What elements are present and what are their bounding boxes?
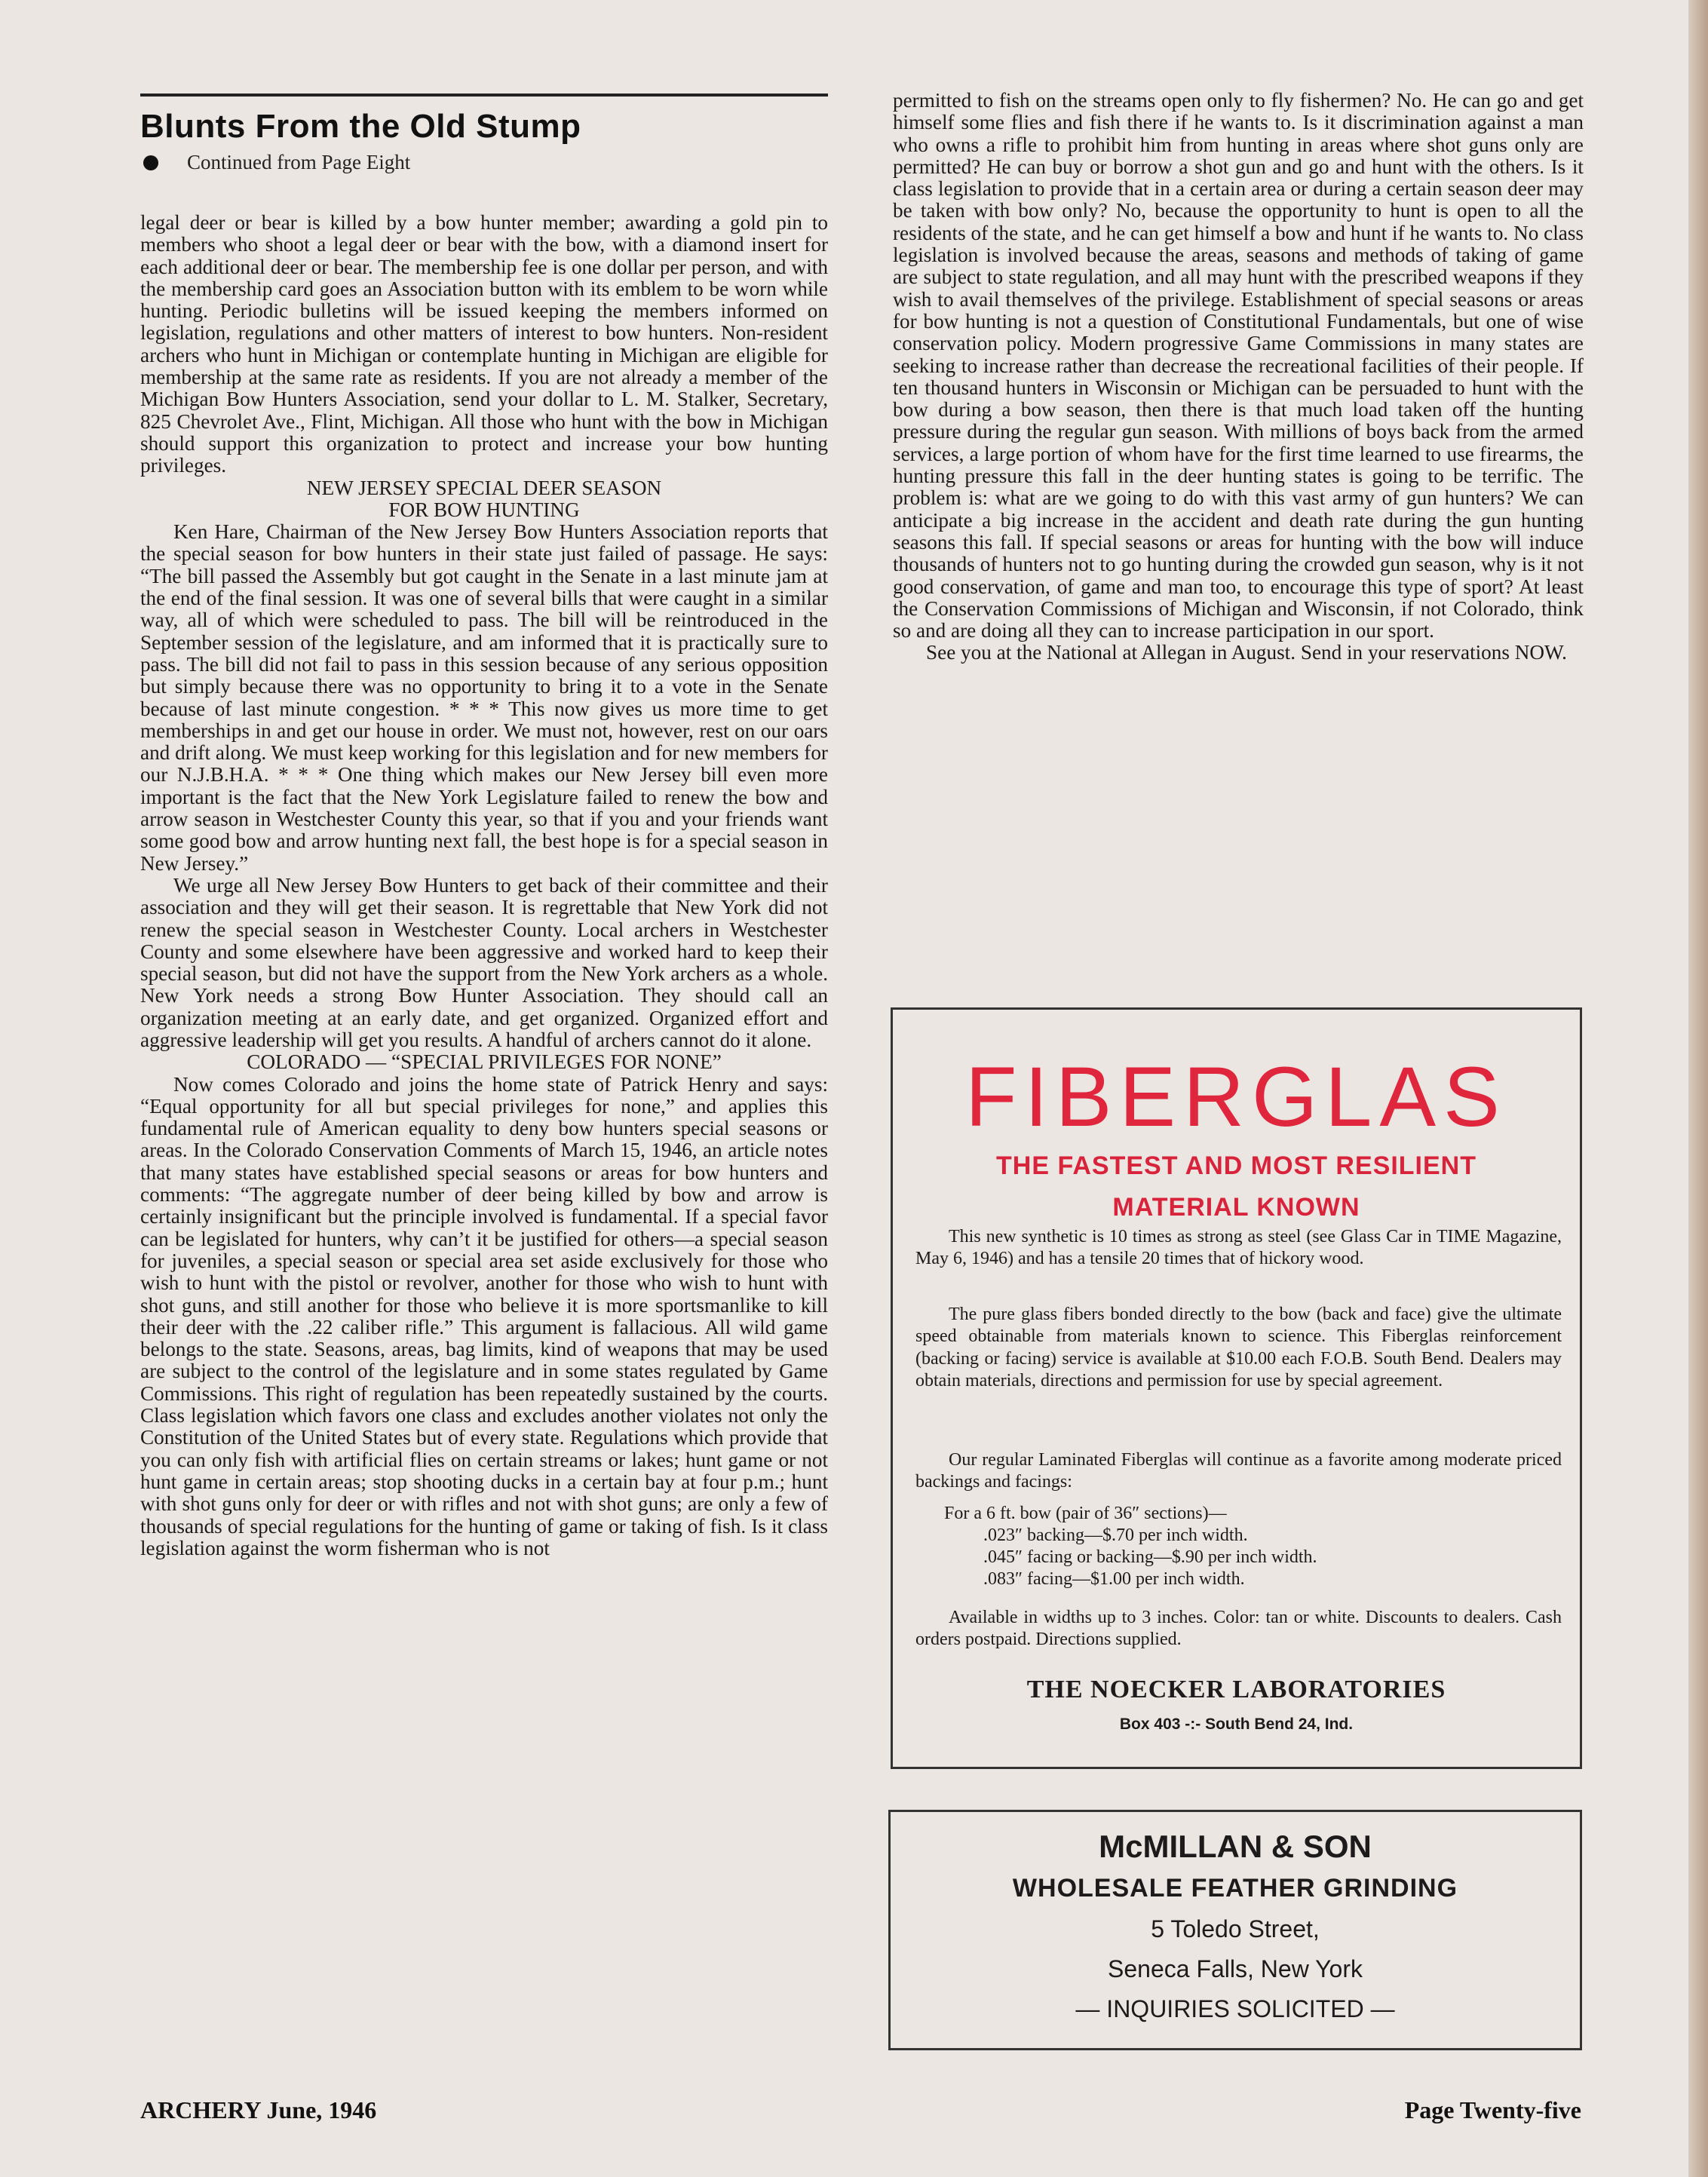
section-heading: NEW JERSEY SPECIAL DEER SEASON (306, 476, 662, 499)
page-edge (1688, 0, 1708, 2177)
ad-paragraph: This new synthetic is 10 times as strong as steel (see Glass Car in TIME Magazine, May 6, 1946) and has a tensile 20 times that of hickory wood. (915, 1227, 1562, 1269)
inquiries-note: — INQUIRIES SOLICITED — (1075, 1995, 1395, 2022)
right-column (893, 90, 1584, 664)
header-rule (140, 94, 828, 97)
section-heading: FOR BOW HUNTING (388, 498, 580, 521)
left-column (140, 212, 828, 1559)
paragraph: We urge all New Jersey Bow Hunters to get back of their committee and their association and they will get their season. It is regrettable that New York did not renew the special season in Westchester County. Local archers in Westchester County and some elsewhere have been aggressive and worked hard to keep their special season, but did not have the support from the New York archers as a whole. New York needs a strong Bow Hunter Association. They should call an organization meeting at an early date, and get organized. Organized effort and aggressive leadership will get you results. A handful of archers cannot do it alone. (140, 873, 828, 1051)
paragraph: permitted to fish on the streams open only to fly fishermen? No. He can go and get himself some flies and fish there if he wants to. Is it discrimination against a man who owns a rifle to prohibit him from hunting in areas where shot guns only are permitted? He can buy or borrow a shot gun and go and hunt with the others. Is it class legislation to provide that in a certain area or during a certain season deer may be taken with bow only? No, because the opportunity to hunt is open to all the residents of the state, and he can get himself a bow and hunt if he wants to. No class legislation is involved because the areas, seasons and methods of taking of game are subject to state regulation, and all may hunt with the prescribed weapons if they wish to avail themselves of the privilege. Establishment of special seasons or areas for bow hunting is not a question of Constitutional Fundamentals, but one of wise conservation policy. Modern progressive Game Commissions in many states are seeking to increase rather than decrease the recreational facilities of their people. If ten thousand hunters in Wisconsin or Michigan can be persuaded to hunt with the bow during a bow season, then there is that much load taken off the hunting pressure during the regular gun season. With millions of boys back from the armed services, a large portion of whom have for the first time learned to use firearms, the hunting pressure this fall in the deer hunting states is going to be terrific. The problem is: what are we going to do with this vast army of gun hunters? We can anticipate a big increase in the accident and death rate during the gun hunting seasons this fall. If special seasons or areas for hunting with the bow will induce thousands of hunters not to go hunting during the crowded gun season, why is it not good conservation, of game and man too, to encourage this type of sport? At least the Conservation Commissions of Michigan and Wisconsin, if not Colorado, think so and are doing all they can to increase participation in our sport. (893, 89, 1584, 642)
ad-title: FIBERGLAS (965, 1050, 1507, 1144)
company-name: McMILLAN & SON (1099, 1829, 1372, 1864)
fiberglas-advertisement (891, 1007, 1582, 1769)
ad-paragraph: The pure glass fibers bonded directly to the bow (back and face) give the ultimate speed obtainable from materials known to science. This Fiberglas reinforcement (backing or facing) service is available at $10.00 each F.O.B. South Bend. Dealers may obtain materials, directions and permission for use by special agreement. (915, 1305, 1562, 1391)
footer-page-number: Page Twenty-five (1404, 2096, 1581, 2123)
mcmillan-advertisement (888, 1810, 1582, 2050)
price-item: .045″ facing or backing—$.90 per inch width. (983, 1547, 1317, 1567)
ad-paragraph: Our regular Laminated Fiberglas will continue as a favorite among moderate priced backings and facings: (915, 1450, 1562, 1492)
footer-publication: ARCHERY June, 1946 (140, 2096, 377, 2123)
company-tagline: WHOLESALE FEATHER GRINDING (1012, 1874, 1458, 1903)
paragraph: See you at the National at Allegan in August. Send in your reservations NOW. (926, 641, 1567, 664)
paragraph: Ken Hare, Chairman of the New Jersey Bow Hunters Association reports that the special season for bow hunters in their state just failed of passage. He says: “The bill passed the Assembly but got caught in the Senate in a last minute jam at the end of the final session. It was one of several bills that were caught in a similar way, all of which were scheduled to pass. The bill will be reintroduced in the September session of the legislature, and am informed that it is practically sure to pass. The bill did not fail to pass in this session because of any serious opposition but simply because there was no opportunity to bring it to a vote in the Senate because of last minute congestion. * * * This now gives us more time to get memberships in and get our house in order. We must not, however, rest on our oars and drift along. We must keep working for this legislation and for new members for our N.J.B.H.A. * * * One thing which makes our New Jersey bill even more important is the fact that the New York Legislature failed to renew the bow and arrow season in Westchester County this year, so that if you and your friends want some good bow and arrow hunting next fall, the best hope is for a special season in New Jersey.” (140, 520, 828, 875)
article-title: Blunts From the Old Stump (140, 108, 581, 145)
ad-subtitle: MATERIAL KNOWN (1112, 1193, 1360, 1222)
price-item: .083″ facing—$1.00 per inch width. (983, 1569, 1245, 1589)
company-address: Box 403 -:- South Bend 24, Ind. (1119, 1716, 1354, 1733)
paragraph: legal deer or bear is killed by a bow hunter member; awarding a gold pin to members who shoot a legal deer or bear with the bow, with a diamond insert for each additional deer or bear. The membership fee is one dollar per person, and with the membership card goes an Association button with its emblem to be worn while hunting. Periodic bulletins will be issued keeping the members informed on legislation, regulations and other matters of interest to bow hunters. Non-resident archers who hunt in Michigan or contemplate hunting in Michigan are eligible for membership at the same rate as residents. If you are not already a member of the Michigan Bow Hunters Association, send your dollar to L. M. Stalker, Secretary, 825 Chevrolet Ave., Flint, Michigan. All those who hunt with the bow in Michigan should support this organization to protect and increase your bow hunting privileges. (140, 211, 828, 477)
ad-body (915, 1607, 1562, 1651)
ad-subtitle: THE FASTEST AND MOST RESILIENT (996, 1151, 1476, 1180)
continued-text: Continued from Page Eight (187, 151, 411, 173)
ad-body (915, 1304, 1562, 1393)
section-heading: COLORADO — “SPECIAL PRIVILEGES FOR NONE” (247, 1050, 722, 1074)
city-address: Seneca Falls, New York (1108, 1955, 1363, 1982)
price-intro: For a 6 ft. bow (pair of 36″ sections)— (944, 1504, 1227, 1523)
ad-body (915, 1226, 1562, 1271)
paragraph: Now comes Colorado and joins the home state of Patrick Henry and says: “Equal opportunity for all but special privileges for none,” and applies this fundamental rule of American equality to deny bow hunters special seasons or areas. In the Colorado Conservation Comments of March 15, 1946, an article notes that many states have established special seasons or areas for bow hunters and comments: “The aggregate number of deer being killed by bow and arrow is certainly insignificant but the principle involved is fundamental. If a special favor can be legislated for hunters, why can’t it be justified for others—a special season for juveniles, a special season or special area set aside exclusively for those who wish to hunt with the pistol or revolver, another for those who wish to hunt with shot guns, and still another for those who believe it is more sportsmanlike to kill their deer with the .22 caliber rifle.” This argument is fallacious. All wild game belongs to the state. Seasons, areas, bag limits, kind of weapons that may be used are subject to the control of the legislature and in some states regulated by Game Commissions. This right of regulation has been repeatedly sustained by the courts. Class legislation which favors one class and excludes another violates not only the Constitution of the United States but of every state. Regulations which provide that you can only fish with artificial flies on certain streams or lakes; hunt game or not hunt game in certain areas; stop shooting ducks in a certain bay at four p.m.; hunt with shot guns only for deer or with rifles and not with shot guns; are only a few of thousands of special regulations for the hunting of game or taking of fish. Is it class legislation against the worm fisherman who is not (140, 1072, 828, 1559)
price-list (944, 1503, 1547, 1590)
price-item: .023″ backing—$.70 per inch width. (983, 1525, 1248, 1545)
street-address: 5 Toledo Street, (1151, 1915, 1320, 1942)
continued-note (143, 151, 822, 174)
ad-body (915, 1449, 1562, 1494)
ad-paragraph: Available in widths up to 3 inches. Color: tan or white. Discounts to dealers. Cash orders postpaid. Directions supplied. (915, 1608, 1562, 1650)
company-name: THE NOECKER LABORATORIES (1026, 1676, 1446, 1703)
bullet-icon (143, 155, 158, 170)
